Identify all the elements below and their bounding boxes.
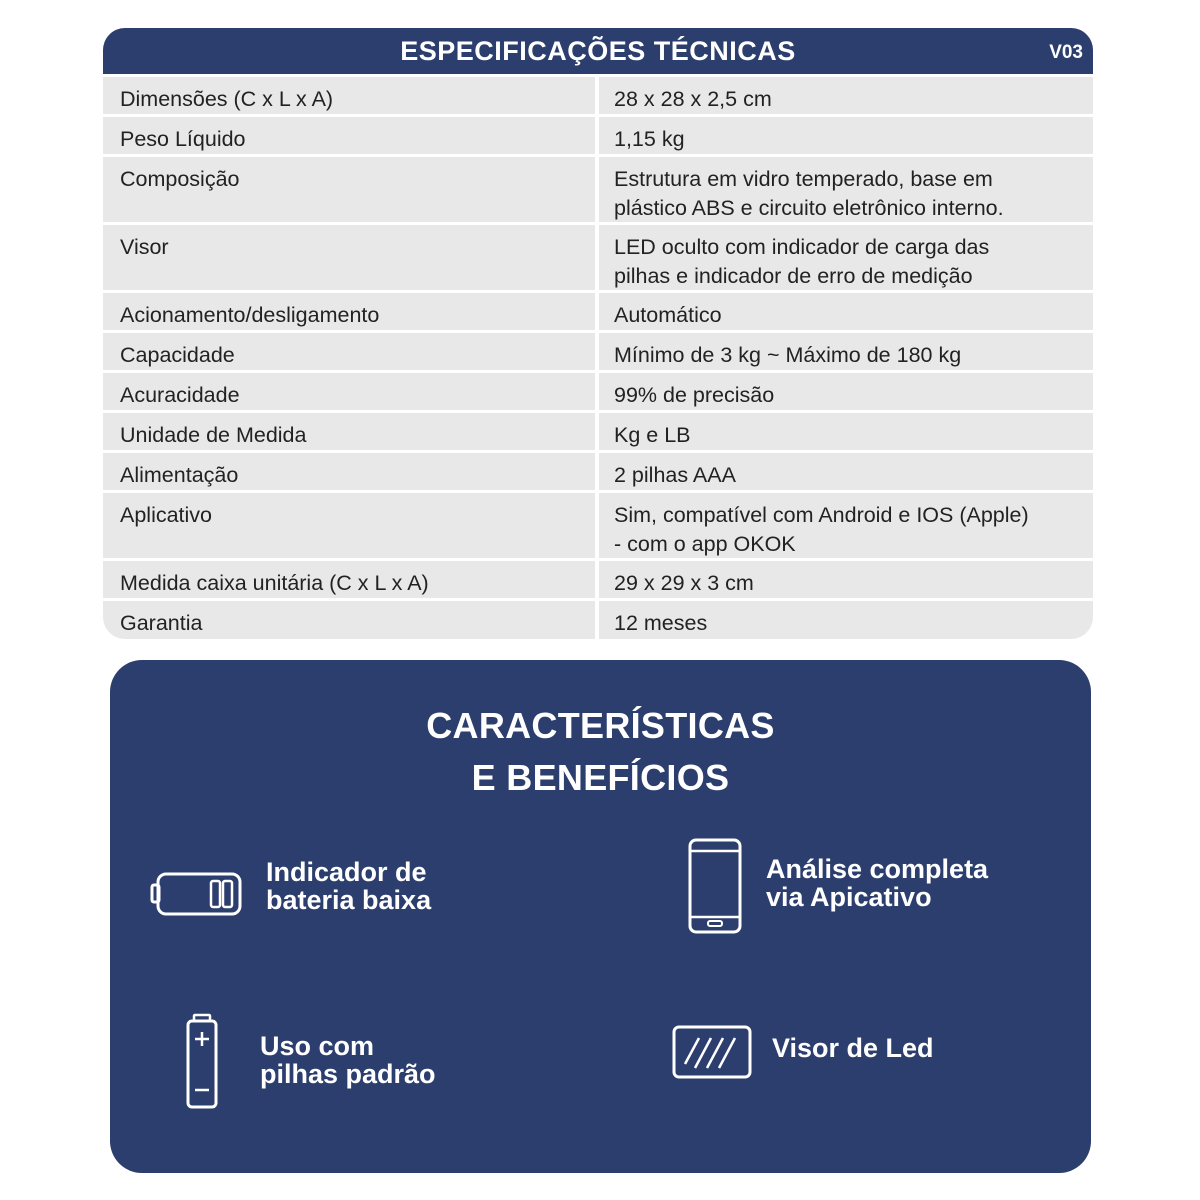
smartphone-icon — [687, 837, 743, 935]
spec-value: Automático — [599, 293, 1093, 330]
table-row — [103, 453, 1093, 490]
battery-low-icon — [150, 870, 244, 920]
specs-title: ESPECIFICAÇÕES TÉCNICAS — [400, 35, 796, 66]
spec-label: Peso Líquido — [103, 117, 595, 154]
table-row — [103, 333, 1093, 370]
spec-label: Medida caixa unitária (C x L x A) — [103, 561, 595, 598]
spec-label: Visor — [103, 225, 595, 290]
spec-value: 28 x 28 x 2,5 cm — [599, 77, 1093, 114]
table-row — [103, 493, 1093, 558]
table-row — [103, 413, 1093, 450]
spec-label: Composição — [103, 157, 595, 222]
spec-value: Estrutura em vidro temperado, base em plástico ABS e circuito eletrônico interno. — [599, 157, 1093, 222]
spec-value: 99% de precisão — [599, 373, 1093, 410]
spec-label: Acuracidade — [103, 373, 595, 410]
spec-value: LED oculto com indicador de carga das pilhas e indicador de erro de medição — [599, 225, 1093, 290]
spec-value: 1,15 kg — [599, 117, 1093, 154]
spec-label: Garantia — [103, 601, 595, 639]
table-row — [103, 601, 1093, 639]
spec-value: 12 meses — [599, 601, 1093, 639]
spec-label: Alimentação — [103, 453, 595, 490]
spec-label: Capacidade — [103, 333, 595, 370]
specs-header — [103, 28, 1093, 74]
spec-label: Aplicativo — [103, 493, 595, 558]
spec-value: Sim, compatível com Android e IOS (Apple) - com o app OKOK — [599, 493, 1093, 558]
features-panel — [110, 660, 1091, 1173]
spec-value: Mínimo de 3 kg ~ Máximo de 180 kg — [599, 333, 1093, 370]
table-row — [103, 373, 1093, 410]
spec-value: 29 x 29 x 3 cm — [599, 561, 1093, 598]
specs-table — [103, 77, 1093, 639]
led-display-icon — [671, 1024, 753, 1080]
aaa-battery-icon — [184, 1012, 220, 1110]
feature-label-battery-low: Indicador de bateria baixa — [266, 857, 432, 915]
spec-label: Dimensões (C x L x A) — [103, 77, 595, 114]
spec-value: 2 pilhas AAA — [599, 453, 1093, 490]
table-row — [103, 561, 1093, 598]
spec-value: Kg e LB — [599, 413, 1093, 450]
features-title-line1: CARACTERÍSTICAS — [426, 705, 775, 746]
version-tag: V03 — [1049, 42, 1083, 63]
feature-label-standard-batteries: Uso com pilhas padrão — [260, 1031, 436, 1089]
table-row — [103, 293, 1093, 330]
feature-label-app-analysis: Análise completa via Apicativo — [766, 854, 989, 912]
table-row — [103, 77, 1093, 114]
table-row — [103, 225, 1093, 290]
spec-label: Acionamento/desligamento — [103, 293, 595, 330]
features-title — [110, 700, 1091, 804]
feature-label-led-display: Visor de Led — [772, 1033, 934, 1063]
features-title-line2: E BENEFÍCIOS — [471, 757, 730, 798]
table-row — [103, 117, 1093, 154]
table-row — [103, 157, 1093, 222]
spec-label: Unidade de Medida — [103, 413, 595, 450]
